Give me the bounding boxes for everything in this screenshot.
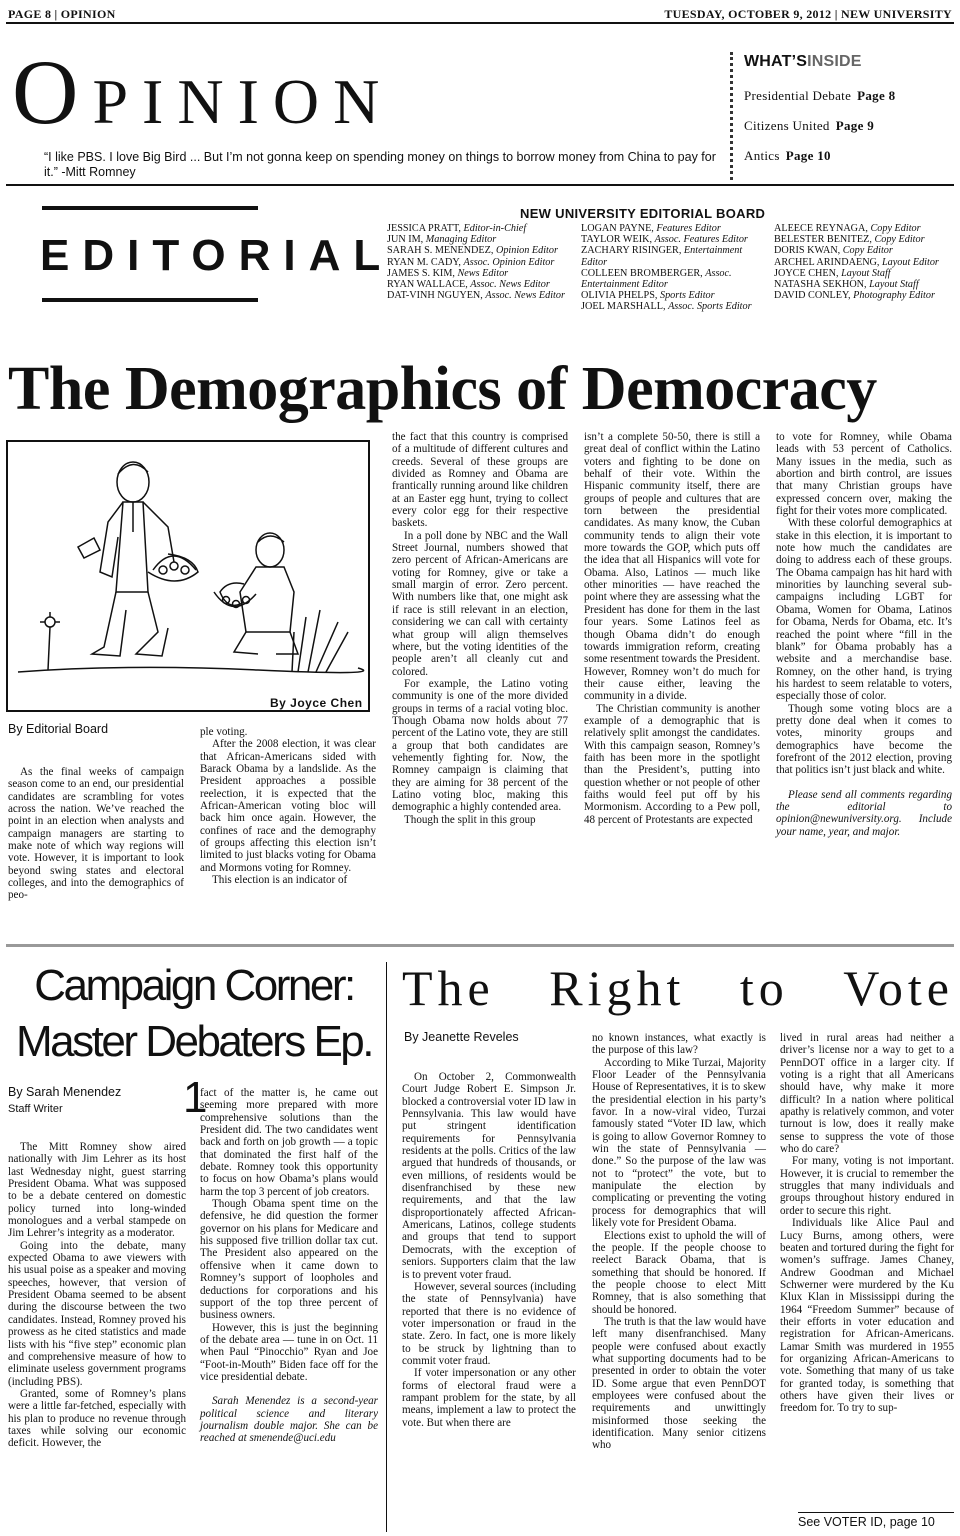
editorial-paragraph: isn’t a complete 50-50, there is still a great deal of conflict within the Latino voters and fighting to be done on behalf of their vote. Within the Hispanic community itself, there are groups of people and cultures that are torn between the presidential candidates. As many know, the Cuban community tends to align their vote more towards the GOP, which puts off the idea that all Hispanics will vote for Obama. Also, Latinos — much like other minorities — have reached the point where they are assessing what the President has done for them in the last four years. Some Latinos feel as though Obama didn’t do enough towards immigration reform, creating some resentment towards the President. However, Romney won’t do much for their cause either, leaving the community in a divide. [584,431,760,703]
board-member: COLLEEN BROMBERGER, Assoc. Entertainment Editor [581,267,732,291]
board-member: ALEECE REYNAGA, Copy Editor [774,223,921,234]
editorial-paragraph: In a poll done by NBC and the Wall Street Journal, numbers showed that zero percent of African-Americans are voting for Romney, give or take a small margin of error. Zero percent. With numbers like that, one might ask if race is still relevant in an election, considering we can call with certainty what group will align themselves where, but the voting identities of the people aren’t all cleanly cut and colored. [392,529,568,678]
right-to-vote-byline: By Jeanette Reveles [404,1030,519,1044]
right-to-vote-title-word: to [739,960,789,1016]
editorial-rule-bottom [42,298,258,302]
right-to-vote-paragraph: The truth is that the law would have left many disenfranchised. Many people were confused about exactly what supporting documents had to be presented in order to obtain the voter ID. Some argue that even PennDOT employees were confused about the requirements and unwittingly misinformed those seeking the identification. Many senior citizens who [592,1315,766,1452]
campaign-corner-title-line: Master Debaters Ep. 1 [16,1017,372,1122]
editorial-paragraph: The Christian community is another example of a demographic that is relatively split amongst the candidates. With this campaign season, Romney’s faith has been more in the spotlight than the President’s, putting into question whether or not people of other faiths would feel put off by his Mormonism. According to a Pew poll, 48 percent of Protestants are expected [584,702,760,826]
board-member: OLIVIA PHELPS, Sports Editor [581,290,715,302]
whats-inside-item-label: Presidential Debate [744,88,852,103]
board-member: NATASHA SEKHON, Layout Staff [774,279,919,291]
right-to-vote-title-word: Right [549,960,686,1016]
board-column-3 [774,223,956,301]
editorial-cartoon [6,440,370,712]
editorial-paragraph: Though some voting blocs are a pretty done deal when it comes to votes, minority groups and demographics have become the forefront of the 2012 election, proving that politics isn’t just black and white. [776,702,952,777]
section-divider [6,944,954,947]
editorial-paragraph: ple voting. [200,726,248,738]
cartoon-illustration [8,442,368,710]
campaign-corner-title-line: Campaign Corner: [34,961,354,1010]
right-to-vote-paragraph: Individuals like Alice Paul and Lucy Burns, among others, were beaten and tortured during the fight for women’s suffrage. James Chaney, Andrew Goodman and Michael Schwerner were murdered by the Ku Klux Klan in Mississippi during the 1964 “Freedom Summer” because of their efforts in voter education and registration for African-Americans. Lamar Smith was murdered in 1955 for organizing African-Americans to vote. Something that many of us take for granted today, is something that others have given their lives or freedom for. To try to sup- [780,1217,954,1415]
whats-inside-item-label: Citizens United [744,118,830,133]
editorial-paragraph: As the final weeks of campaign season come to an end, our presidential candidates are scrambling for votes across the nation. We’ve reached the point in an election when analysts and campaign managers are starting to make note of which way regions will vote. However, it is important to look beyond swing states and electoral colleges, and into the demographics of peo- [8,766,184,902]
campaign-corner-staff: Staff Writer [8,1103,63,1115]
cartoon-credit: By Joyce Chen [270,696,363,710]
whats-inside-item-page: Page 9 [835,118,875,133]
right-to-vote-title-word: Vote [843,960,954,1016]
board-column-1 [387,223,569,301]
campaign-corner-paragraph: However, this is just the beginning of the debate area — tune in on Oct. 11 when Paul “Pinocchio” Ryan and Joe “Foot-in-Mouth” Biden face off for the vice presidential debate. [200,1321,378,1383]
board-member: DAVID CONLEY, Photography Editor [774,290,935,302]
board-member: ARCHEL ARINDAENG, Layout Editor [774,256,939,268]
editorial-column-1 [8,766,184,902]
editorial-column-5 [776,431,952,838]
date-label: TUESDAY, OCTOBER 9, 2012 | NEW UNIVERSITY [664,7,952,21]
board-member: DORIS KWAN, Copy Editor [774,245,893,257]
campaign-corner-paragraph: The Mitt Romney show aired nationally with Jim Lehrer as its host last Wednesday night, guest starring President Obama. What was supposed to be a debate centered on domestic policy turned into long-winded monologues and a verbal stampede on Jim Lehrer’s integrity as a moderator. [8,1141,186,1240]
page-label: PAGE 8 | OPINION [8,7,116,21]
editorial-paragraph: For example, the Latino voting community is one of the more divided groups in terms of a racial voting bloc. Though Obama now holds about 77 percent of the Latino vote, they are still a group that both candidates are vehemently fighting for. Now, the Romney campaign is claiming that they are aiming for 38 percent of the Latino voting bloc, making this demographic a highly contended area. [392,677,568,814]
section-quote: “I like PBS. I love Big Bird ... But I’m not gonna keep on spending money on things to borrow money from China to pay for it.” -Mitt Romney [44,150,716,179]
whats-inside-heading-a: WHAT’S [744,53,808,70]
board-member: TAYLOR WEIK, Assoc. Features Editor [581,234,748,246]
board-member: JESSICA PRATT, Editor-in-Chief [387,223,527,234]
whats-inside-dotted-rule [730,52,733,180]
right-to-vote-column-2 [592,1032,766,1452]
editorial-paragraph: With these colorful demographics at stake in this election, it is important to note how much the candidates are doing to address each of these groups. The Obama campaign has hit hard with minorities by launching several sub-campaigns including LGBT for Obama, Women for Obama, Latinos for Obama, Nerds for Obama, etc. It’s reached the point where “fill in the blank” for Obama probably has a website and a merchandise base. Romney, on the other hand, is trying his hardest to seem relatable to voters, especially those of color. [776,517,952,703]
campaign-corner-column-1 [8,1141,186,1450]
page-header-bar [6,6,954,24]
right-to-vote-column-1 [402,1071,576,1429]
whats-inside-item-page: Page 8 [857,88,896,103]
editorial-paragraph: After the 2008 election, it was clear that African-Americans sided with Barack Obama by a landslide. As the President approaches a possible reelection, it is expected that the African-American voting bloc will back him once again. However, the confines of race and the demography of groups affecting this election isn’t limited to just blacks voting for Obama and Mormons voting for Romney. [200,738,376,874]
whats-inside-item-label: Antics [744,148,780,163]
editorial-paragraph: the fact that this country is comprised of a multitude of different cultures and creeds. Several of these groups are divided as Romney and Obama are frantically running around like children at an Easter egg hunt, trying to collect every color egg for their respective baskets. [392,431,568,530]
board-member: DAT-VINH NGUYEN, Assoc. News Editor [387,290,565,302]
campaign-corner-paragraph: fact of the matter is, he came out seeming more prepared with more comprehensive solutions than the President did. The two candidates went back and forth on job growth — a topic that dominated the first half of the debate. Romney took this opportunity to focus on how Obama’s plans would harm the top 3 percent of job creators. [200,1087,378,1198]
continued-link[interactable]: See VOTER ID, page 10 [798,1512,954,1529]
board-member: RYAN WALLACE, Assoc. News Editor [387,279,550,291]
right-to-vote-paragraph: If voter impersonation or any other forms of electoral fraud were a rampant problem for the state, by all means, implement a law to protect the vote. But when there are [402,1367,576,1429]
editorial-column-4 [584,431,760,826]
right-to-vote-title-word: The [402,960,495,1016]
whats-inside-item[interactable] [744,148,831,164]
editorial-paragraph: to vote for Romney, while Obama leads with 53 percent of Catholics. Many issues in the media, such as abortion and birth control, are issues that many Christian groups have expressed concern over, making the fight for their votes more complicated. [776,431,952,518]
editorial-column-2 [200,726,376,886]
board-member: JAMES S. KIM, News Editor [387,267,509,279]
board-member: SARAH S. MENENDEZ, Opinion Editor [387,245,558,257]
right-to-vote-title [402,958,954,1018]
editorial-headline: The Demographics of Democracy [8,355,877,423]
board-member: RYAN M. CADY, Assoc. Opinion Editor [387,256,555,268]
editorial-contact-note: Please send all comments regarding the editorial to opinion@newuniversity.org. Include your name, year, and major. [776,788,952,838]
campaign-corner-paragraph: Granted, some of Romney’s plans were a little far-fetched, especially with his plan to produce no revenue through taxes while solving our economic deficit. However, the [8,1387,186,1450]
board-column-2 [581,223,763,313]
section-title: Opinion [12,41,394,143]
whats-inside-heading-b: INSIDE [807,53,862,70]
whats-inside-item[interactable] [744,118,874,134]
board-member: JOEL MARSHALL, Assoc. Sports Editor [581,301,752,313]
column-divider [386,962,387,1532]
whats-inside-item[interactable] [744,88,895,104]
board-member: JUN IM, Managing Editor [387,234,497,246]
editorial-paragraph: Though the split in this group [404,813,536,826]
campaign-corner-paragraph: Though Obama spent time on the defensive, he did question the former governor on his plans for Medicare and his supposed five trillion dollar tax cut. The President also appeared on the offensive when it came down to Romney’s support of loopholes and deductions for corporations and his support of the top three percent of business owners. [200,1198,378,1322]
campaign-corner-author-note: Sarah Menendez is a second-year political science and literary journalism double major. She can be reached at smenende@uci.edu [200,1395,378,1445]
editorial-board-heading: NEW UNIVERSITY EDITORIAL BOARD [520,206,766,221]
board-member: LOGAN PAYNE, Features Editor [581,223,721,234]
right-to-vote-paragraph: Elections exist to uphold the will of the people. If the people choose to reelect Barack Obama, that is something that should be honored. If the people choose to elect Mitt Romney, that is also something that should be honored. [592,1229,766,1316]
whats-inside-item-page: Page 10 [785,148,831,163]
editorial-byline: By Editorial Board [8,722,109,736]
board-member: BELESTER BENITEZ, Copy Editor [774,234,925,246]
right-to-vote-paragraph: On October 2, Commonwealth Court Judge Robert E. Simpson Jr. blocked a controversial voter ID law in Pennsylvania. This law would have put stringent identification requirements for Pennsylvania residents at the polls. Critics of the law argued that hundreds of thousands, or even millions, of residents would be disenfranchised by these new requirements, and that the law disproportionately affected African-Americans, Latinos, college students and groups that tend to support Democrats, with the exception of seniors. Supporters claim that the law is to prevent voter fraud. [402,1071,576,1281]
board-member: JOYCE CHEN, Layout Staff [774,267,891,279]
header-divider [6,184,954,186]
editorial-label: EDITORIAL [40,231,394,280]
whats-inside-heading [744,53,862,71]
right-to-vote-paragraph: However, several sources (including the state of Pennsylvania) have reported that there is no evidence of voter impersonation or fraud in the state. Zero. In fact, one is more likely to be struck by lightning than to commit voter fraud. [402,1280,576,1367]
right-to-vote-paragraph: For many, voting is not important. However, it is crucial to remember the struggles that many individuals and groups throughout history endured in order to secure this right. [780,1155,954,1217]
campaign-corner-column-2 [200,1087,378,1445]
editorial-paragraph: This election is an indicator of [212,874,348,887]
editorial-rule-top [42,206,258,210]
right-to-vote-paragraph: lived in rural areas had neither a driver’s license nor a way to get to a PennDOT office in a larger city. If voting is a right that all Americans should have, why make it more difficult? In a nation where political apathy is relatively common, and voter turnout is low, does it really make sense to suppress the vote of those who do care? [780,1032,954,1156]
board-member: ZACHARY RISINGER, Entertainment Editor [581,245,743,268]
right-to-vote-paragraph: According to Mike Turzai, Majority Floor Leader of the Pennsylvania House of Representatives, it is to skew the presidential election in his party’s favor. In a now-viral video, Turzai famously stated “Voter ID law, which is going to allow Governor Romney to win the state of Pennsylvania — done.” So the purpose of the law was not to “protect” the vote, but to manipulate the election by complicating or preventing the voting process for demographics that will likely vote for President Obama. [592,1056,766,1230]
campaign-corner-paragraph: Going into the debate, many expected Obama to awe viewers with his usual poise as a speaker and moving speeches, however, that version of President Obama seemed to be absent during the discourse between the two candidates. Instead, Romney proved his prowess as he cited statistics and made lists with his “five step” economic plan and comprehensive measure of how to eliminate useless government programs (including PBS). [8,1239,186,1388]
right-to-vote-paragraph: no known instances, what exactly is the purpose of this law? [592,1032,766,1057]
editorial-column-3 [392,431,568,826]
campaign-corner-byline: By Sarah Menendez [8,1085,122,1099]
right-to-vote-column-3 [780,1032,954,1415]
